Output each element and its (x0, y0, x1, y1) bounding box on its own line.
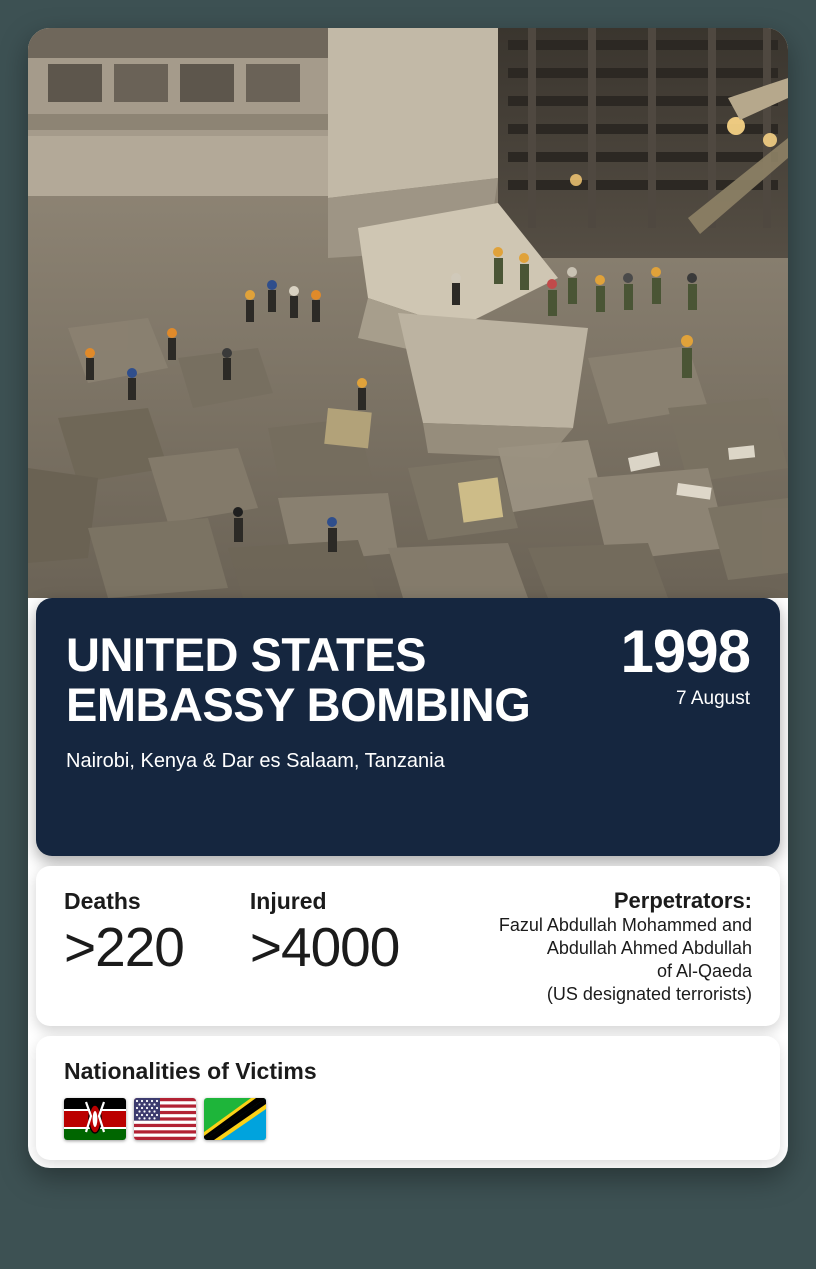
title-block (36, 598, 780, 856)
flag-kenya (64, 1098, 126, 1140)
flag-united-states (134, 1098, 196, 1140)
stat-deaths (64, 888, 184, 978)
stat-injured-value: >4000 (249, 916, 400, 978)
headline-line-1: UNITED STATES (66, 628, 426, 681)
perpetrators-line-4: (US designated terrorists) (546, 984, 752, 1004)
stat-deaths-label: Deaths (64, 888, 141, 914)
event-year: 1998 (620, 618, 750, 685)
event-location: Nairobi, Kenya & Dar es Salaam, Tanzania (66, 749, 445, 772)
year-date-group (620, 618, 750, 710)
nationalities-title: Nationalities of Victims (64, 1058, 317, 1084)
perpetrators-line-1: Fazul Abdullah Mohammed and (498, 915, 752, 935)
flag-tanzania (204, 1098, 266, 1140)
stat-deaths-value: >220 (64, 916, 184, 978)
perpetrators-line-3: of Al-Qaeda (656, 961, 752, 981)
event-info-card (28, 28, 788, 1168)
nationalities-block (36, 1036, 780, 1160)
flags-list (64, 1098, 752, 1140)
perpetrators-line-2: Abdullah Ahmed Abdullah (546, 938, 752, 958)
event-date: 7 August (676, 688, 750, 709)
page-title (66, 630, 626, 731)
statistics-block (36, 866, 780, 1026)
perpetrators-block (499, 888, 752, 1006)
event-photo (28, 28, 788, 598)
stat-injured (250, 888, 399, 978)
headline-line-2: EMBASSY BOMBING (66, 678, 531, 732)
perpetrators-label: Perpetrators: (613, 888, 752, 913)
stat-injured-label: Injured (249, 888, 327, 914)
